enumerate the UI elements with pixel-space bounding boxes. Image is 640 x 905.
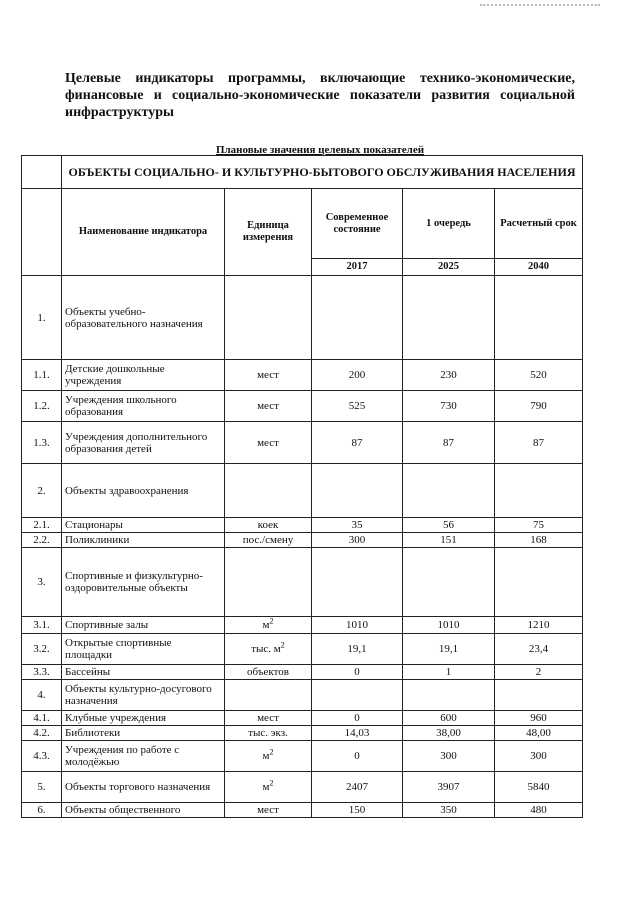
row-number-cell: 4.3. [22, 741, 62, 772]
target-value-cell [495, 680, 583, 711]
target-value-cell: 790 [495, 391, 583, 422]
current-value-cell [312, 680, 403, 711]
target-value-cell: 48,00 [495, 726, 583, 741]
name-column-header: Наименование индикатора [62, 189, 225, 276]
unit-cell: пос./смену [225, 533, 312, 548]
row-number-cell: 2.2. [22, 533, 62, 548]
indicator-name-cell: Спортивные и физкультурно-оздоровительные объекты [62, 548, 225, 617]
table-row [22, 360, 583, 391]
table-row [22, 276, 583, 360]
unit-text: м [262, 619, 270, 631]
unit-text: тыс. м [251, 643, 281, 655]
target-value-cell: 5840 [495, 772, 583, 803]
table-row [22, 772, 583, 803]
unit-cell [225, 617, 312, 634]
target-value-cell: 168 [495, 533, 583, 548]
unit-cell [225, 548, 312, 617]
target-column-header: Расчетный срок [495, 189, 583, 259]
row-number-cell: 2.1. [22, 518, 62, 533]
stage1-value-cell [403, 680, 495, 711]
unit-cell: тыс. экз. [225, 726, 312, 741]
target-value-cell: 75 [495, 518, 583, 533]
target-value-cell: 960 [495, 711, 583, 726]
table-row [22, 518, 583, 533]
stage1-value-cell: 151 [403, 533, 495, 548]
stage1-value-cell: 1010 [403, 617, 495, 634]
unit-cell: объектов [225, 665, 312, 680]
unit-cell [225, 464, 312, 518]
unit-cell: коек [225, 518, 312, 533]
target-value-cell: 520 [495, 360, 583, 391]
table-caption: Плановые значения целевых показателей [215, 144, 425, 156]
indicator-name-cell: Стационары [62, 518, 225, 533]
unit-cell: мест [225, 803, 312, 818]
indicator-name-cell: Спортивные залы [62, 617, 225, 634]
current-value-cell: 300 [312, 533, 403, 548]
current-value-cell: 0 [312, 711, 403, 726]
stage1-value-cell: 56 [403, 518, 495, 533]
stage1-column-header: 1 очередь [403, 189, 495, 259]
current-value-cell: 19,1 [312, 634, 403, 665]
target-value-cell: 300 [495, 741, 583, 772]
table-row [22, 422, 583, 464]
unit-superscript: 2 [280, 640, 285, 650]
stage1-value-cell: 38,00 [403, 726, 495, 741]
unit-cell [225, 741, 312, 772]
target-value-cell: 1210 [495, 617, 583, 634]
indicator-name-cell: Открытые спортивные площадки [62, 634, 225, 665]
current-value-cell [312, 276, 403, 360]
table-row [22, 726, 583, 741]
table-row [22, 665, 583, 680]
current-value-cell: 14,03 [312, 726, 403, 741]
table-row [22, 617, 583, 634]
unit-text: м [262, 750, 270, 762]
indicator-name-cell: Объекты торгового назначения [62, 772, 225, 803]
year-target: 2040 [495, 259, 583, 276]
stage1-value-cell: 19,1 [403, 634, 495, 665]
table-row [22, 464, 583, 518]
unit-column-header: Единица измерения [225, 189, 312, 276]
current-column-header: Современное состояние [312, 189, 403, 259]
current-value-cell: 87 [312, 422, 403, 464]
unit-cell [225, 276, 312, 360]
column-header-row [22, 189, 583, 259]
current-value-cell: 1010 [312, 617, 403, 634]
page-title: Целевые индикаторы программы, включающие технико-экономические, финансовые и социально-экономические показатели развития социальной инфраструктуры [65, 71, 575, 120]
year-current: 2017 [312, 259, 403, 276]
indicator-name-cell: Учреждения по работе с молодёжью [62, 741, 225, 772]
current-value-cell: 525 [312, 391, 403, 422]
row-number-cell: 2. [22, 464, 62, 518]
row-number-cell: 4.1. [22, 711, 62, 726]
table-row [22, 533, 583, 548]
table-row [22, 680, 583, 711]
unit-cell [225, 634, 312, 665]
current-value-cell: 150 [312, 803, 403, 818]
unit-text: м [262, 781, 270, 793]
stage1-value-cell: 730 [403, 391, 495, 422]
indicator-name-cell: Клубные учреждения [62, 711, 225, 726]
current-value-cell: 0 [312, 665, 403, 680]
top-edge-marks [480, 0, 600, 6]
unit-superscript: 2 [269, 747, 274, 757]
unit-superscript: 2 [269, 616, 274, 626]
stage1-value-cell [403, 548, 495, 617]
unit-superscript: 2 [269, 778, 274, 788]
row-number-cell: 3.2. [22, 634, 62, 665]
current-value-cell: 35 [312, 518, 403, 533]
stage1-value-cell [403, 464, 495, 518]
table-row [22, 711, 583, 726]
table-row [22, 391, 583, 422]
unit-cell: мест [225, 711, 312, 726]
indicator-name-cell: Объекты культурно-досугового назначения [62, 680, 225, 711]
year-stage1: 2025 [403, 259, 495, 276]
row-number-cell: 1.3. [22, 422, 62, 464]
row-number-cell: 6. [22, 803, 62, 818]
indicator-name-cell: Учреждения школьного образования [62, 391, 225, 422]
row-number-cell: 4. [22, 680, 62, 711]
stage1-value-cell: 3907 [403, 772, 495, 803]
target-value-cell: 23,4 [495, 634, 583, 665]
indicator-name-cell: Библиотеки [62, 726, 225, 741]
unit-cell: мест [225, 422, 312, 464]
row-number-cell: 3. [22, 548, 62, 617]
stage1-value-cell: 350 [403, 803, 495, 818]
row-number-cell: 4.2. [22, 726, 62, 741]
stage1-value-cell [403, 276, 495, 360]
unit-cell [225, 772, 312, 803]
target-value-cell [495, 276, 583, 360]
row-number-cell: 3.1. [22, 617, 62, 634]
row-number-cell: 1.1. [22, 360, 62, 391]
current-value-cell [312, 464, 403, 518]
indicator-name-cell: Объекты общественного [62, 803, 225, 818]
stage1-value-cell: 230 [403, 360, 495, 391]
row-number-cell: 3.3. [22, 665, 62, 680]
indicator-name-cell: Объекты здравоохранения [62, 464, 225, 518]
indicator-name-cell: Учреждения дополнительного образования детей [62, 422, 225, 464]
row-number-cell: 5. [22, 772, 62, 803]
target-value-cell [495, 548, 583, 617]
current-value-cell: 200 [312, 360, 403, 391]
stage1-value-cell: 87 [403, 422, 495, 464]
target-value-cell [495, 464, 583, 518]
target-value-cell: 2 [495, 665, 583, 680]
stage1-value-cell: 1 [403, 665, 495, 680]
unit-cell [225, 680, 312, 711]
stage1-value-cell: 600 [403, 711, 495, 726]
table-row [22, 634, 583, 665]
num-header-cell [22, 189, 62, 276]
table-row [22, 741, 583, 772]
table-row [22, 803, 583, 818]
indicator-name-cell: Объекты учебно-образовательного назначения [62, 276, 225, 360]
indicator-name-cell: Поликлиники [62, 533, 225, 548]
group-header: ОБЪЕКТЫ СОЦИАЛЬНО- И КУЛЬТУРНО-БЫТОВОГО ОБСЛУЖИВАНИЯ НАСЕЛЕНИЯ [62, 156, 583, 189]
indicators-table [21, 155, 583, 818]
current-value-cell [312, 548, 403, 617]
indicator-name-cell: Детские дошкольные учреждения [62, 360, 225, 391]
row-number-cell: 1. [22, 276, 62, 360]
target-value-cell: 87 [495, 422, 583, 464]
row-number-cell: 1.2. [22, 391, 62, 422]
table-row [22, 548, 583, 617]
current-value-cell: 0 [312, 741, 403, 772]
indicator-name-cell: Бассейны [62, 665, 225, 680]
current-value-cell: 2407 [312, 772, 403, 803]
target-value-cell: 480 [495, 803, 583, 818]
corner-cell [22, 156, 62, 189]
group-header-row [22, 156, 583, 189]
stage1-value-cell: 300 [403, 741, 495, 772]
unit-cell: мест [225, 391, 312, 422]
unit-cell: мест [225, 360, 312, 391]
